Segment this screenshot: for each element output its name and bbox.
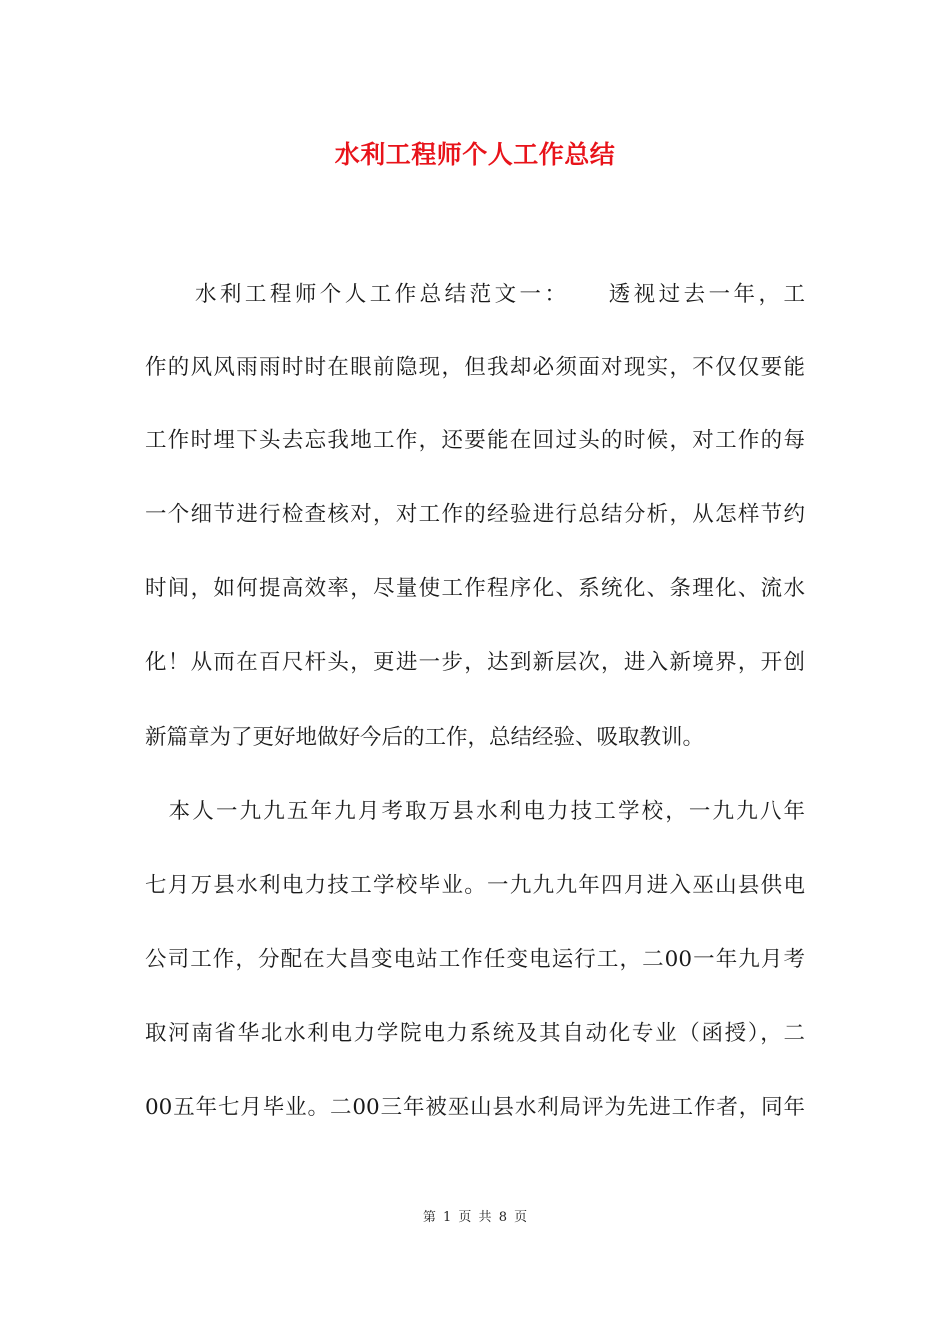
paragraph-line: 七月万县水利电力技工学校毕业。一九九九年四月进入巫山县供电 <box>145 873 805 898</box>
paragraph-line: 一个细节进行检查核对，对工作的经验进行总结分析，从怎样节约 <box>145 502 805 527</box>
paragraph-line: 工作时埋下头去忘我地工作，还要能在回过头的时候，对工作的每 <box>145 428 805 453</box>
paragraph-line: 新篇章为了更好地做好今后的工作，总结经验、吸取教训。 <box>145 725 705 750</box>
paragraph-line: 00五年七月毕业。二00三年被巫山县水利局评为先进工作者，同年 <box>145 1095 805 1120</box>
paragraph-line: 水利工程师个人工作总结范文一： 透视过去一年，工 <box>145 282 805 307</box>
page-footer: 第 1 页 共 8 页 <box>422 1210 528 1225</box>
paragraph-line: 化！从而在百尺杆头，更进一步，达到新层次，进入新境界，开创 <box>145 650 805 675</box>
paragraph-line: 时间，如何提高效率，尽量使工作程序化、系统化、条理化、流水 <box>145 576 805 601</box>
document-title: 水利工程师个人工作总结 <box>334 140 616 169</box>
paragraph-line: 作的风风雨雨时时在眼前隐现，但我却必须面对现实，不仅仅要能 <box>145 355 805 380</box>
paragraph-line: 本人一九九五年九月考取万县水利电力技工学校，一九九八年 <box>145 799 805 824</box>
paragraph-line: 公司工作，分配在大昌变电站工作任变电运行工，二00一年九月考 <box>145 947 805 972</box>
paragraph-line: 取河南省华北水利电力学院电力系统及其自动化专业（函授），二 <box>145 1021 805 1046</box>
